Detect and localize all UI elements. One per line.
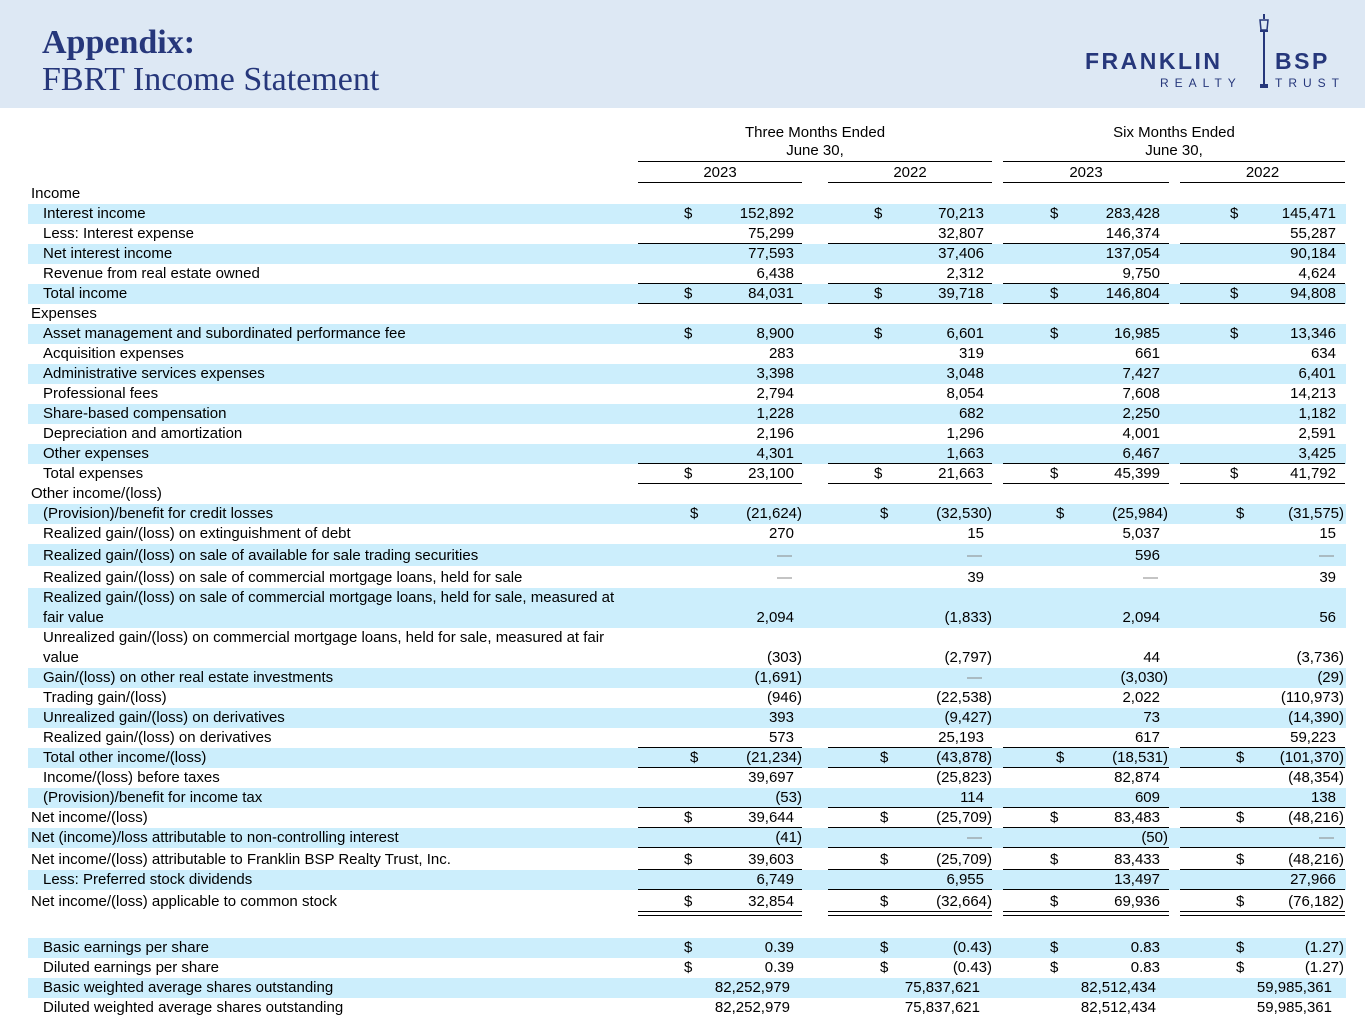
logo-word-bsp: BSP bbox=[1275, 48, 1330, 74]
cell-value: 41,792 bbox=[1290, 465, 1336, 482]
table-row bbox=[28, 890, 1346, 912]
cell-value: 56 bbox=[1319, 609, 1336, 626]
row-label: Realized gain/(loss) on sale of commercial mortgage loans, held for sale bbox=[43, 569, 523, 586]
cell-value: 4,001 bbox=[1122, 425, 1160, 442]
table-row bbox=[28, 224, 1346, 244]
table-row bbox=[28, 404, 1346, 424]
cell-value: 2,794 bbox=[756, 385, 794, 402]
table-row bbox=[28, 524, 1346, 544]
cell-value: — bbox=[1319, 547, 1334, 564]
dollar-sign: $ bbox=[1050, 893, 1059, 910]
cell-value: (2,797) bbox=[944, 649, 992, 666]
cell-value: 77,593 bbox=[748, 245, 794, 262]
cell-value: 3,398 bbox=[756, 365, 794, 382]
row-label: Total income bbox=[43, 285, 128, 302]
dollar-sign: $ bbox=[1236, 505, 1245, 522]
cell-value: (1.27) bbox=[1304, 939, 1344, 956]
dollar-sign: $ bbox=[1236, 851, 1245, 868]
cell-value: 393 bbox=[768, 709, 794, 726]
cell-value: 0.39 bbox=[764, 959, 794, 976]
cell-value: (946) bbox=[766, 689, 802, 706]
cell-value: 32,807 bbox=[938, 225, 984, 242]
row-label: Realized gain/(loss) on sale of commercial mortgage loans, held for sale, measured at fair value bbox=[43, 589, 615, 626]
cell-value: (25,984) bbox=[1112, 505, 1168, 522]
page-title: Appendix: bbox=[42, 24, 196, 61]
cell-value: — bbox=[967, 829, 982, 846]
cell-value: (21,234) bbox=[746, 749, 802, 766]
cell-value: 0.83 bbox=[1130, 939, 1160, 956]
dollar-sign: $ bbox=[880, 939, 889, 956]
dollar-sign: $ bbox=[1050, 285, 1059, 302]
cell-value: 75,299 bbox=[748, 225, 794, 242]
cell-value: 2,094 bbox=[1122, 609, 1160, 626]
cell-value: 82,874 bbox=[1114, 769, 1160, 786]
row-label: Realized gain/(loss) on sale of available for sale trading securities bbox=[43, 547, 479, 564]
year-header: 2022 bbox=[1245, 164, 1280, 181]
table-row bbox=[28, 748, 1346, 768]
cell-value: (25,709) bbox=[936, 851, 992, 868]
dollar-sign: $ bbox=[1236, 749, 1245, 766]
row-label: Less: Preferred stock dividends bbox=[43, 871, 253, 888]
row-label: Revenue from real estate owned bbox=[43, 265, 260, 282]
row-label: Total expenses bbox=[43, 465, 144, 482]
dollar-sign: $ bbox=[880, 959, 889, 976]
column-group-six-months-line2: June 30, bbox=[1145, 142, 1203, 159]
cell-value: 82,512,434 bbox=[1080, 979, 1156, 996]
cell-value: 39 bbox=[1319, 569, 1336, 586]
cell-value: 609 bbox=[1134, 789, 1160, 806]
cell-value: 6,438 bbox=[756, 265, 794, 282]
table-row bbox=[28, 364, 1346, 384]
cell-value: 4,624 bbox=[1298, 265, 1336, 282]
table-row bbox=[28, 384, 1346, 404]
cell-value: (1,833) bbox=[944, 609, 992, 626]
cell-value: (3,736) bbox=[1296, 649, 1344, 666]
cell-value: 661 bbox=[1134, 345, 1160, 362]
table-row bbox=[28, 484, 1346, 504]
cell-value: 8,900 bbox=[756, 325, 794, 342]
cell-value: 83,483 bbox=[1114, 809, 1160, 826]
table-row bbox=[28, 284, 1346, 304]
table-row bbox=[28, 938, 1346, 958]
table-row bbox=[28, 504, 1346, 524]
cell-value: 2,250 bbox=[1122, 405, 1160, 422]
cell-value: 16,985 bbox=[1114, 325, 1160, 342]
cell-value: (32,664) bbox=[936, 893, 992, 910]
cell-value: 283,428 bbox=[1105, 205, 1160, 222]
cell-value: (303) bbox=[766, 649, 802, 666]
table-row bbox=[28, 688, 1346, 708]
cell-value: (0.43) bbox=[952, 959, 992, 976]
cell-value: 84,031 bbox=[748, 285, 794, 302]
dollar-sign: $ bbox=[1050, 851, 1059, 868]
cell-value: (48,216) bbox=[1288, 851, 1344, 868]
dollar-sign: $ bbox=[1236, 809, 1245, 826]
table-row bbox=[28, 544, 1346, 566]
row-label: Trading gain/(loss) bbox=[43, 689, 167, 706]
cell-value: 146,804 bbox=[1105, 285, 1160, 302]
cell-value: 39,603 bbox=[748, 851, 794, 868]
cell-value: 25,193 bbox=[938, 729, 984, 746]
column-group-six-months bbox=[1003, 124, 1345, 160]
cell-value: (18,531) bbox=[1112, 749, 1168, 766]
cell-value: 44 bbox=[1143, 649, 1160, 666]
dollar-sign: $ bbox=[1236, 893, 1245, 910]
cell-value: 283 bbox=[768, 345, 794, 362]
logo-word-realty: REALTY bbox=[1160, 76, 1242, 90]
row-label: Other income/(loss) bbox=[31, 485, 162, 502]
cell-value: 634 bbox=[1310, 345, 1336, 362]
year-header: 2023 bbox=[1069, 164, 1103, 181]
dollar-sign: $ bbox=[690, 749, 699, 766]
cell-value: 59,985,361 bbox=[1256, 999, 1332, 1016]
page-subtitle: FBRT Income Statement bbox=[42, 61, 380, 98]
cell-value: 32,854 bbox=[748, 893, 794, 910]
dollar-sign: $ bbox=[684, 851, 693, 868]
cell-value: (53) bbox=[775, 789, 802, 806]
cell-value: (22,538) bbox=[936, 689, 992, 706]
row-label: Net interest income bbox=[43, 245, 173, 262]
row-label: (Provision)/benefit for income tax bbox=[43, 789, 263, 806]
cell-value: 59,985,361 bbox=[1256, 979, 1332, 996]
cell-value: 1,296 bbox=[946, 425, 984, 442]
cell-value: 15 bbox=[1319, 525, 1336, 542]
dollar-sign: $ bbox=[684, 465, 693, 482]
row-label: Less: Interest expense bbox=[43, 225, 194, 242]
cell-value: 73 bbox=[1143, 709, 1160, 726]
cell-value: 7,427 bbox=[1122, 365, 1160, 382]
cell-value: 270 bbox=[768, 525, 794, 542]
row-label: Unrealized gain/(loss) on derivatives bbox=[43, 709, 285, 726]
cell-value: 45,399 bbox=[1114, 465, 1160, 482]
table-row bbox=[28, 912, 1346, 938]
cell-value: 5,037 bbox=[1122, 525, 1160, 542]
table-row bbox=[28, 708, 1346, 728]
cell-value: (25,823) bbox=[936, 769, 992, 786]
cell-value: 82,252,979 bbox=[714, 999, 790, 1016]
cell-value: (50) bbox=[1141, 829, 1168, 846]
row-label: Gain/(loss) on other real estate investments bbox=[43, 669, 334, 686]
cell-value: 596 bbox=[1134, 547, 1160, 564]
dollar-sign: $ bbox=[1050, 939, 1059, 956]
row-label: Realized gain/(loss) on extinguishment of debt bbox=[43, 525, 351, 542]
cell-value: 2,312 bbox=[946, 265, 984, 282]
dollar-sign: $ bbox=[1056, 505, 1065, 522]
row-label: Net income/(loss) attributable to Franklin BSP Realty Trust, Inc. bbox=[31, 851, 451, 868]
cell-value: 9,750 bbox=[1122, 265, 1160, 282]
logo-word-franklin: FRANKLIN bbox=[1085, 48, 1223, 74]
cell-value: 59,223 bbox=[1290, 729, 1336, 746]
cell-value: 2,094 bbox=[756, 609, 794, 626]
row-label: Expenses bbox=[31, 305, 97, 322]
dollar-sign: $ bbox=[1050, 809, 1059, 826]
cell-value: (1,691) bbox=[754, 669, 802, 686]
cell-value: 6,401 bbox=[1298, 365, 1336, 382]
dollar-sign: $ bbox=[874, 285, 883, 302]
column-group-three-months-line1: Three Months Ended bbox=[744, 124, 886, 141]
cell-value: 94,808 bbox=[1290, 285, 1336, 302]
dollar-sign: $ bbox=[1050, 959, 1059, 976]
cell-value: 114 bbox=[960, 789, 984, 806]
cell-value: 0.39 bbox=[764, 939, 794, 956]
dollar-sign: $ bbox=[684, 285, 693, 302]
cell-value: 75,837,621 bbox=[904, 999, 980, 1016]
row-label: Diluted earnings per share bbox=[43, 959, 219, 976]
dollar-sign: $ bbox=[1230, 325, 1239, 342]
cell-value: 137,054 bbox=[1105, 245, 1160, 262]
dollar-sign: $ bbox=[880, 749, 889, 766]
cell-value: 14,213 bbox=[1290, 385, 1336, 402]
year-rule bbox=[828, 182, 992, 183]
row-label: Basic weighted average shares outstanding bbox=[43, 979, 334, 996]
table-row bbox=[28, 566, 1346, 588]
cell-value: 152,892 bbox=[739, 205, 794, 222]
row-label: Unrealized gain/(loss) on commercial mortgage loans, held for sale, measured at fair value bbox=[43, 629, 605, 666]
table-row bbox=[28, 978, 1346, 998]
dollar-sign: $ bbox=[880, 893, 889, 910]
header-rule bbox=[1003, 161, 1345, 162]
table-row bbox=[28, 344, 1346, 364]
table-row bbox=[28, 628, 1346, 668]
cell-value: 146,374 bbox=[1105, 225, 1160, 242]
dollar-sign: $ bbox=[1230, 205, 1239, 222]
cell-value: — bbox=[777, 569, 792, 586]
dollar-sign: $ bbox=[1056, 749, 1065, 766]
table-row bbox=[28, 244, 1346, 264]
table-row bbox=[28, 668, 1346, 688]
table-row bbox=[28, 324, 1346, 344]
cell-value: 75,837,621 bbox=[904, 979, 980, 996]
table-row bbox=[28, 464, 1346, 484]
cell-value: 82,512,434 bbox=[1080, 999, 1156, 1016]
cell-value: (3,030) bbox=[1120, 669, 1168, 686]
cell-value: 69,936 bbox=[1114, 893, 1160, 910]
cell-value: 617 bbox=[1134, 729, 1160, 746]
cell-value: (110,973) bbox=[1280, 689, 1344, 706]
year-rule bbox=[638, 182, 802, 183]
cell-value: (32,530) bbox=[936, 505, 992, 522]
cell-value: (101,370) bbox=[1279, 749, 1344, 766]
dollar-sign: $ bbox=[1050, 325, 1059, 342]
cell-value: 2,196 bbox=[756, 425, 794, 442]
cell-value: 6,749 bbox=[756, 871, 794, 888]
cell-value: 682 bbox=[958, 405, 984, 422]
dollar-sign: $ bbox=[684, 893, 693, 910]
cell-value: 145,471 bbox=[1281, 205, 1336, 222]
cell-value: 573 bbox=[768, 729, 794, 746]
dollar-sign: $ bbox=[684, 205, 693, 222]
year-rule bbox=[1180, 182, 1345, 183]
row-label: Interest income bbox=[43, 205, 146, 222]
table-row bbox=[28, 424, 1346, 444]
table-row bbox=[28, 958, 1346, 978]
dollar-sign: $ bbox=[880, 809, 889, 826]
dollar-sign: $ bbox=[874, 465, 883, 482]
dollar-sign: $ bbox=[684, 325, 693, 342]
row-label: Diluted weighted average shares outstanding bbox=[43, 999, 344, 1016]
cell-value: 3,048 bbox=[946, 365, 984, 382]
column-group-six-months-line1: Six Months Ended bbox=[1113, 124, 1235, 141]
dollar-sign: $ bbox=[684, 959, 693, 976]
cell-value: 138 bbox=[1310, 789, 1336, 806]
table-row bbox=[28, 728, 1346, 748]
table-row bbox=[28, 444, 1346, 464]
cell-value: 70,213 bbox=[938, 205, 984, 222]
dollar-sign: $ bbox=[1050, 465, 1059, 482]
logo-word-trust: TRUST bbox=[1275, 76, 1345, 90]
row-label: Administrative services expenses bbox=[43, 365, 265, 382]
table-row bbox=[28, 204, 1346, 224]
table-row bbox=[28, 304, 1346, 324]
dollar-sign: $ bbox=[1050, 205, 1059, 222]
cell-value: 8,054 bbox=[946, 385, 984, 402]
row-label: Income/(loss) before taxes bbox=[43, 769, 220, 786]
table-row bbox=[28, 184, 1346, 204]
table-row bbox=[28, 870, 1346, 890]
cell-value: (76,182) bbox=[1288, 893, 1344, 910]
row-label: Net income/(loss) bbox=[31, 809, 148, 826]
cell-value: 39,718 bbox=[938, 285, 984, 302]
cell-value: — bbox=[967, 547, 982, 564]
cell-value: 1,182 bbox=[1298, 405, 1336, 422]
cell-value: (31,575) bbox=[1288, 505, 1344, 522]
dollar-sign: $ bbox=[880, 505, 889, 522]
cell-value: 90,184 bbox=[1290, 245, 1336, 262]
table-row bbox=[28, 848, 1346, 870]
dollar-sign: $ bbox=[684, 809, 693, 826]
cell-value: (0.43) bbox=[952, 939, 992, 956]
table-row bbox=[28, 768, 1346, 788]
row-label: Realized gain/(loss) on derivatives bbox=[43, 729, 272, 746]
header-rule bbox=[638, 161, 992, 162]
cell-value: — bbox=[777, 547, 792, 564]
cell-value: 55,287 bbox=[1290, 225, 1336, 242]
cell-value: (14,390) bbox=[1288, 709, 1344, 726]
row-label: Asset management and subordinated performance fee bbox=[43, 325, 406, 342]
dollar-sign: $ bbox=[1236, 959, 1245, 976]
cell-value: (29) bbox=[1317, 669, 1344, 686]
table-row bbox=[28, 588, 1346, 628]
table-row bbox=[28, 788, 1346, 808]
table-row bbox=[28, 264, 1346, 284]
dollar-sign: $ bbox=[874, 325, 883, 342]
cell-value: 13,346 bbox=[1290, 325, 1336, 342]
cell-value: 3,425 bbox=[1298, 445, 1336, 462]
cell-value: (48,216) bbox=[1288, 809, 1344, 826]
row-label: Other expenses bbox=[43, 445, 149, 462]
cell-value: 39 bbox=[967, 569, 984, 586]
cell-value: 2,591 bbox=[1298, 425, 1336, 442]
cell-value: (25,709) bbox=[936, 809, 992, 826]
dollar-sign: $ bbox=[880, 851, 889, 868]
column-group-three-months bbox=[638, 124, 992, 160]
row-label: Professional fees bbox=[43, 385, 159, 402]
cell-value: 27,966 bbox=[1290, 871, 1336, 888]
cell-value: 0.83 bbox=[1130, 959, 1160, 976]
cell-value: (43,878) bbox=[936, 749, 992, 766]
cell-value: (41) bbox=[775, 829, 802, 846]
table-row bbox=[28, 998, 1346, 1018]
row-label: Net income/(loss) applicable to common stock bbox=[31, 893, 337, 910]
cell-value: 82,252,979 bbox=[714, 979, 790, 996]
dollar-sign: $ bbox=[1230, 465, 1239, 482]
year-rule bbox=[1003, 182, 1169, 183]
cell-value: — bbox=[1143, 569, 1158, 586]
cell-value: (21,624) bbox=[746, 505, 802, 522]
cell-value: 6,955 bbox=[946, 871, 984, 888]
cell-value: 6,467 bbox=[1122, 445, 1160, 462]
cell-value: 4,301 bbox=[756, 445, 794, 462]
cell-value: 1,228 bbox=[756, 405, 794, 422]
row-label: Income bbox=[31, 185, 81, 202]
dollar-sign: $ bbox=[690, 505, 699, 522]
cell-value: 37,406 bbox=[938, 245, 984, 262]
cell-value: 1,663 bbox=[946, 445, 984, 462]
cell-value: (9,427) bbox=[944, 709, 992, 726]
dollar-sign: $ bbox=[1236, 939, 1245, 956]
cell-value: 6,601 bbox=[946, 325, 984, 342]
row-label: Depreciation and amortization bbox=[43, 425, 243, 442]
cell-value: 83,433 bbox=[1114, 851, 1160, 868]
year-header: 2022 bbox=[893, 164, 927, 181]
cell-value: 39,644 bbox=[748, 809, 794, 826]
cell-value: — bbox=[967, 669, 982, 686]
row-label: Share-based compensation bbox=[43, 405, 227, 422]
column-group-three-months-line2: June 30, bbox=[786, 142, 844, 159]
cell-value: (48,354) bbox=[1288, 769, 1344, 786]
cell-value: 319 bbox=[958, 345, 984, 362]
dollar-sign: $ bbox=[874, 205, 883, 222]
cell-value: 13,497 bbox=[1114, 871, 1160, 888]
row-label: (Provision)/benefit for credit losses bbox=[43, 505, 274, 522]
cell-value: 2,022 bbox=[1122, 689, 1160, 706]
cell-value: 23,100 bbox=[748, 465, 794, 482]
row-label: Basic earnings per share bbox=[43, 939, 209, 956]
year-header: 2023 bbox=[703, 164, 737, 181]
table-row bbox=[28, 828, 1346, 848]
dollar-sign: $ bbox=[684, 939, 693, 956]
cell-value: 15 bbox=[967, 525, 984, 542]
cell-value: 21,663 bbox=[938, 465, 984, 482]
row-label: Net (income)/loss attributable to non-controlling interest bbox=[31, 829, 399, 846]
row-label: Total other income/(loss) bbox=[43, 749, 207, 766]
cell-value: (1.27) bbox=[1304, 959, 1344, 976]
dollar-sign: $ bbox=[1230, 285, 1239, 302]
row-label: Acquisition expenses bbox=[43, 345, 184, 362]
cell-value: — bbox=[1319, 829, 1334, 846]
cell-value: 7,608 bbox=[1122, 385, 1160, 402]
cell-value: 39,697 bbox=[748, 769, 794, 786]
table-row bbox=[28, 808, 1346, 828]
